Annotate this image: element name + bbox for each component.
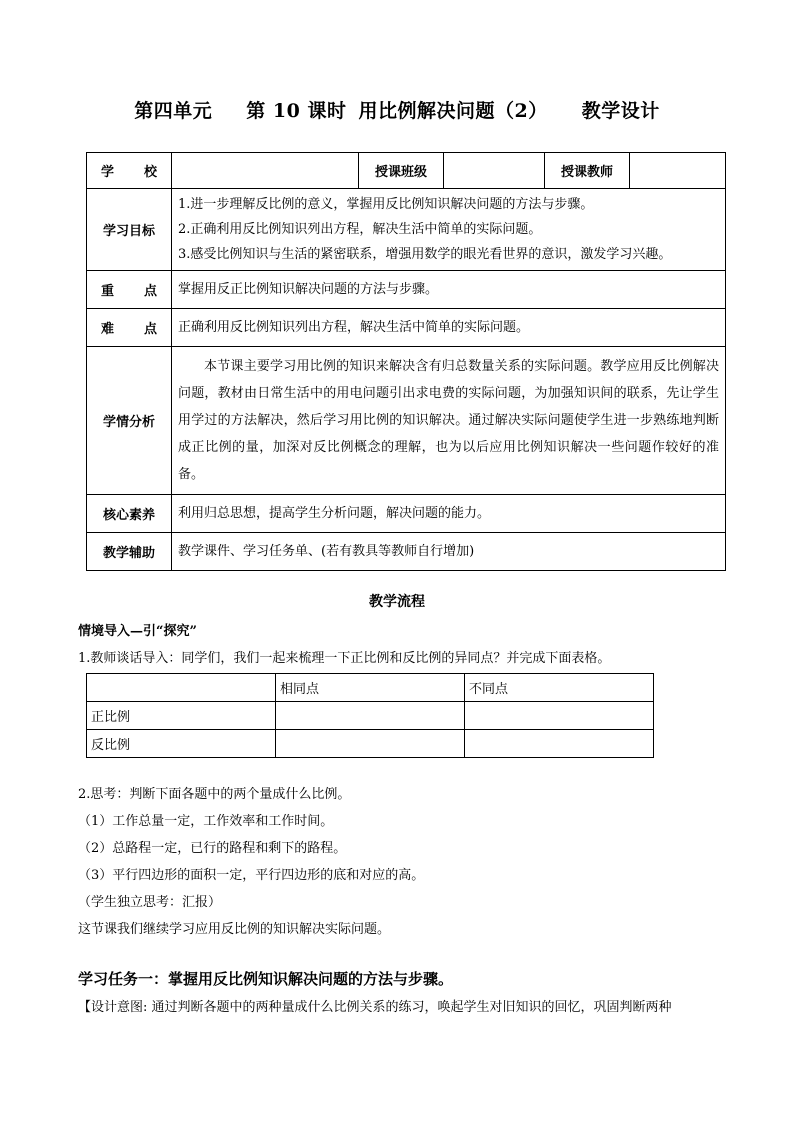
- row-label: 反比例: [87, 730, 276, 758]
- table-cell[interactable]: [276, 702, 465, 730]
- aids-label: 教学辅助: [102, 546, 155, 561]
- row-label: 正比例: [87, 702, 276, 730]
- transition-text: 这节课我们继续学习应用反比例的知识解决实际问题。: [78, 922, 391, 937]
- teacher-value-cell[interactable]: [630, 153, 726, 189]
- difficulty-label-cell: [87, 309, 172, 347]
- analysis-cell: [172, 347, 726, 495]
- key-cell: [172, 271, 726, 309]
- document-title: [0, 96, 794, 123]
- class-label: 授课班级: [374, 165, 427, 180]
- class-label-cell: [359, 153, 444, 189]
- title-topic: 用比例解决问题（2）: [358, 100, 548, 122]
- analysis-text: 本节课主要学习用比例的知识来解决含有归总数量关系的实际问题。教学应用反比例解决问题，教材由日常生活中的用电问题引出求电费的实际问题，为加强知识间的联系，先让学生用学过的方法解决，然后学习用比例的知识解决。通过解决实际问题使学生进一步熟练地判断成正比例的量，加深对反比例概念的理解，也为以后应用比例知识解决一些问题作较好的准备。: [178, 359, 719, 482]
- school-label-cell: [87, 153, 172, 189]
- design-intent: 【设计意图: 通过判断各题中的两种量成什么比例关系的练习，唤起学生对旧知识的回忆，巩固判断两种: [78, 1000, 672, 1015]
- header-cell: [87, 674, 276, 702]
- goal-item: 3.感受比例知识与生活的紧密联系，增强用数学的眼光看世界的意识，激发学习兴趣。: [178, 247, 672, 262]
- difficulty-cell: [172, 309, 726, 347]
- intro-paragraph: 1.教师谈话导入：同学们，我们一起来梳理一下正比例和反比例的异同点？并完成下面表格。: [78, 651, 611, 666]
- student-note: （学生独立思考：汇报）: [78, 895, 222, 910]
- teacher-label-cell: [545, 153, 630, 189]
- difficulty-label-char-1: 难: [101, 322, 115, 337]
- table-cell[interactable]: [465, 730, 654, 758]
- question-item: （2）总路程一定，已行的路程和剩下的路程。: [78, 841, 347, 856]
- header-cell: 不同点: [465, 674, 654, 702]
- task1-heading: 学习任务一：掌握用反比例知识解决问题的方法与步骤。: [78, 970, 454, 988]
- analysis-label-cell: [87, 347, 172, 495]
- intro-heading: 情境导入—引“探究”: [78, 624, 197, 639]
- table-cell[interactable]: [465, 702, 654, 730]
- question-item: （3）平行四边形的面积一定，平行四边形的底和对应的高。: [78, 868, 425, 883]
- school-value-cell[interactable]: [172, 153, 359, 189]
- school-label-char-2: 校: [143, 165, 157, 180]
- think-prompt: 2.思考：判断下面各题中的两个量成什么比例。: [78, 787, 351, 802]
- literacy-cell: [172, 495, 726, 533]
- comparison-table: [86, 673, 654, 758]
- literacy-text: 利用归总思想，提高学生分析问题，解决问题的能力。: [178, 506, 491, 521]
- analysis-label: 学情分析: [102, 415, 155, 430]
- difficulty-label-char-2: 点: [143, 322, 157, 337]
- title-lesson: 第 10 课时: [246, 100, 347, 122]
- title-unit: 第四单元: [134, 100, 213, 122]
- table-row: [87, 730, 654, 758]
- lesson-info-table: [86, 152, 726, 571]
- goals-label: 学习目标: [102, 224, 155, 239]
- teacher-label: 授课教师: [560, 165, 613, 180]
- key-text: 掌握用反正比例知识解决问题的方法与步骤。: [178, 282, 439, 297]
- goal-item: 2.正确利用反比例知识列出方程，解决生活中简单的实际问题。: [178, 222, 542, 237]
- school-label-char-1: 学: [101, 165, 115, 180]
- goals-label-cell: [87, 189, 172, 271]
- key-label-cell: [87, 271, 172, 309]
- literacy-label-cell: [87, 495, 172, 533]
- table-row: [87, 702, 654, 730]
- header-cell: 相同点: [276, 674, 465, 702]
- key-label-char-1: 重: [101, 284, 115, 299]
- table-cell[interactable]: [276, 730, 465, 758]
- literacy-label: 核心素养: [102, 508, 155, 523]
- key-label-char-2: 点: [143, 284, 157, 299]
- title-type: 教学设计: [581, 100, 660, 122]
- difficulty-text: 正确利用反比例知识列出方程，解决生活中简单的实际问题。: [178, 320, 530, 335]
- aids-text: 教学课件、学习任务单、(若有教具等教师自行增加): [178, 544, 475, 559]
- class-value-cell[interactable]: [444, 153, 545, 189]
- goal-item: 1.进一步理解反比例的意义，掌握用反比例知识解决问题的方法与步骤。: [178, 197, 594, 212]
- aids-cell: [172, 533, 726, 571]
- question-item: （1）工作总量一定，工作效率和工作时间。: [78, 814, 334, 829]
- goals-cell: [172, 189, 726, 271]
- aids-label-cell: [87, 533, 172, 571]
- flow-title: 教学流程: [369, 594, 425, 610]
